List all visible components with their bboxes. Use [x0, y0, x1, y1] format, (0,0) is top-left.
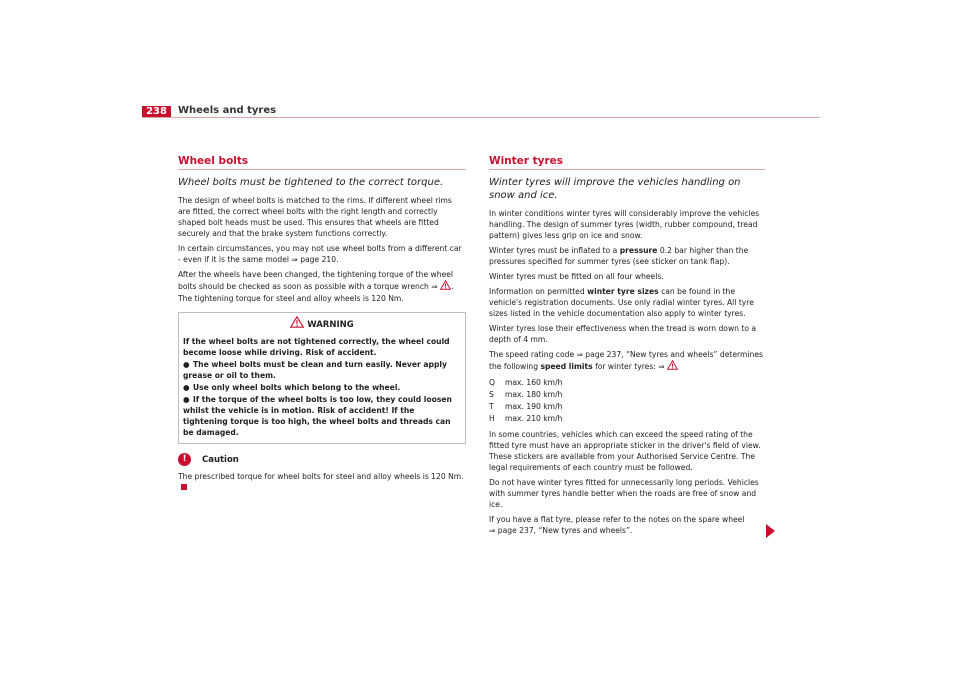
section-divider: [178, 169, 466, 170]
bullet-icon: ●: [183, 383, 190, 392]
paragraph: In winter conditions winter tyres will considerably improve the vehicles handling. The design of summer tyres (width, rubber compound, tread pattern) gives less grip on ice and snow.: [489, 209, 760, 240]
page-number: 238: [142, 106, 171, 118]
caution-heading: [178, 452, 466, 468]
list-item: T max. 190 km/h: [489, 402, 563, 411]
bullet-icon: ●: [183, 360, 190, 369]
list-item: H max. 210 km/h: [489, 414, 563, 423]
paragraph: [178, 243, 466, 265]
warning-heading: [183, 316, 461, 333]
warning-triangle-icon: [290, 316, 304, 333]
paragraph: [178, 269, 466, 304]
warning-item: ● The wheel bolts must be clean and turn easily. Never apply grease or oil to them.: [183, 360, 447, 380]
section-title: Wheel bolts: [178, 155, 249, 167]
warning-intro: If the wheel bolts are not tightened correctly, the wheel could become loose while driving. Risk of accident.: [183, 337, 450, 357]
paragraph: Winter tyres must be fitted on all four wheels.: [489, 272, 664, 281]
paragraph: The speed rating code ⇒ page 237, “New tyres and wheels” determines the following speed limits for winter tyres: ⇒: [489, 350, 763, 371]
section-divider: [489, 169, 765, 170]
emphasis-text: speed limits: [540, 362, 593, 371]
list-item: Q max. 160 km/h: [489, 378, 563, 387]
paragraph: Do not have winter tyres fitted for unnecessarily long periods. Vehicles with summer tyres handle better when the roads are free of snow and ice.: [489, 478, 759, 509]
warning-box: [178, 312, 466, 444]
paragraph-text: In certain circumstances, you may not use wheel bolts from a different car - even if it is the same model ⇒ page 210.: [178, 244, 462, 264]
emphasis-text: winter tyre sizes: [587, 287, 659, 296]
chapter-title: Wheels and tyres: [178, 105, 277, 116]
paragraph: In some countries, vehicles which can exceed the speed rating of the fitted tyre must have an appropriate sticker in the driver's field of view. These stickers are available from your Authorised Service Centre. The legal requirements of each country must be followed.: [489, 430, 761, 472]
section-end-icon: [181, 484, 187, 490]
caution-exclamation-icon: !: [178, 453, 191, 466]
winter-tyres-section: [489, 155, 765, 540]
section-title: Winter tyres: [489, 155, 564, 167]
warning-label: WARNING: [307, 320, 354, 330]
section-subtitle: Winter tyres will improve the vehicles handling on snow and ice.: [489, 177, 741, 201]
header-divider: [142, 117, 820, 118]
paragraph: Winter tyres lose their effectiveness when the tread is worn down to a depth of 4 mm.: [489, 324, 757, 344]
paragraph: If you have a flat tyre, please refer to the notes on the spare wheel ⇒ page 237, “New tyres and wheels”.: [489, 515, 745, 535]
warning-triangle-icon[interactable]: [667, 360, 678, 373]
paragraph: The design of wheel bolts is matched to the rims. If different wheel rims are fitted, the correct wheel bolts with the right length and correctly shaped bolt heads must be used. This ensures that wheels are fitted securely and that the brake system functions correctly.: [178, 196, 452, 238]
caution-text: The prescribed torque for wheel bolts for steel and alloy wheels is 120 Nm.: [178, 471, 466, 493]
caution-label: Caution: [201, 455, 239, 465]
paragraph: Winter tyres must be inflated to a pressure 0.2 bar higher than the pressures specified for summer tyres (see sticker on tank flap).: [489, 246, 749, 266]
paragraph-text: After the wheels have been changed, the tightening torque of the wheel bolts should be checked as soon as possible with a torque wrench ⇒: [178, 270, 454, 291]
warning-item: ● If the torque of the wheel bolts is too low, they could loosen whilst the vehicle is in motion. Risk of accident! If the tightening torque is too high, the wheel bolts and threads can be damaged.: [183, 395, 452, 437]
wheel-bolts-section: [178, 155, 466, 497]
speed-rating-list: [489, 377, 765, 425]
page-reference-link[interactable]: ⇒ page 237, “New tyres and wheels”.: [489, 526, 633, 535]
list-item: S max. 180 km/h: [489, 390, 563, 399]
emphasis-text: pressure: [619, 246, 658, 255]
warning-triangle-icon[interactable]: [440, 280, 451, 293]
paragraph-text: . The tightening torque for steel and alloy wheels is 120 Nm.: [178, 282, 454, 303]
bullet-icon: ●: [183, 395, 190, 404]
section-subtitle: Wheel bolts must be tightened to the correct torque.: [178, 177, 444, 188]
next-page-arrow-icon[interactable]: [766, 524, 775, 538]
warning-item: ● Use only wheel bolts which belong to the wheel.: [183, 383, 401, 392]
paragraph: Information on permitted winter tyre sizes can be found in the vehicle's registration documents. Use only radial winter tyres. All tyre sizes listed in the vehicle documentation also apply to winter tyres.: [489, 287, 754, 318]
